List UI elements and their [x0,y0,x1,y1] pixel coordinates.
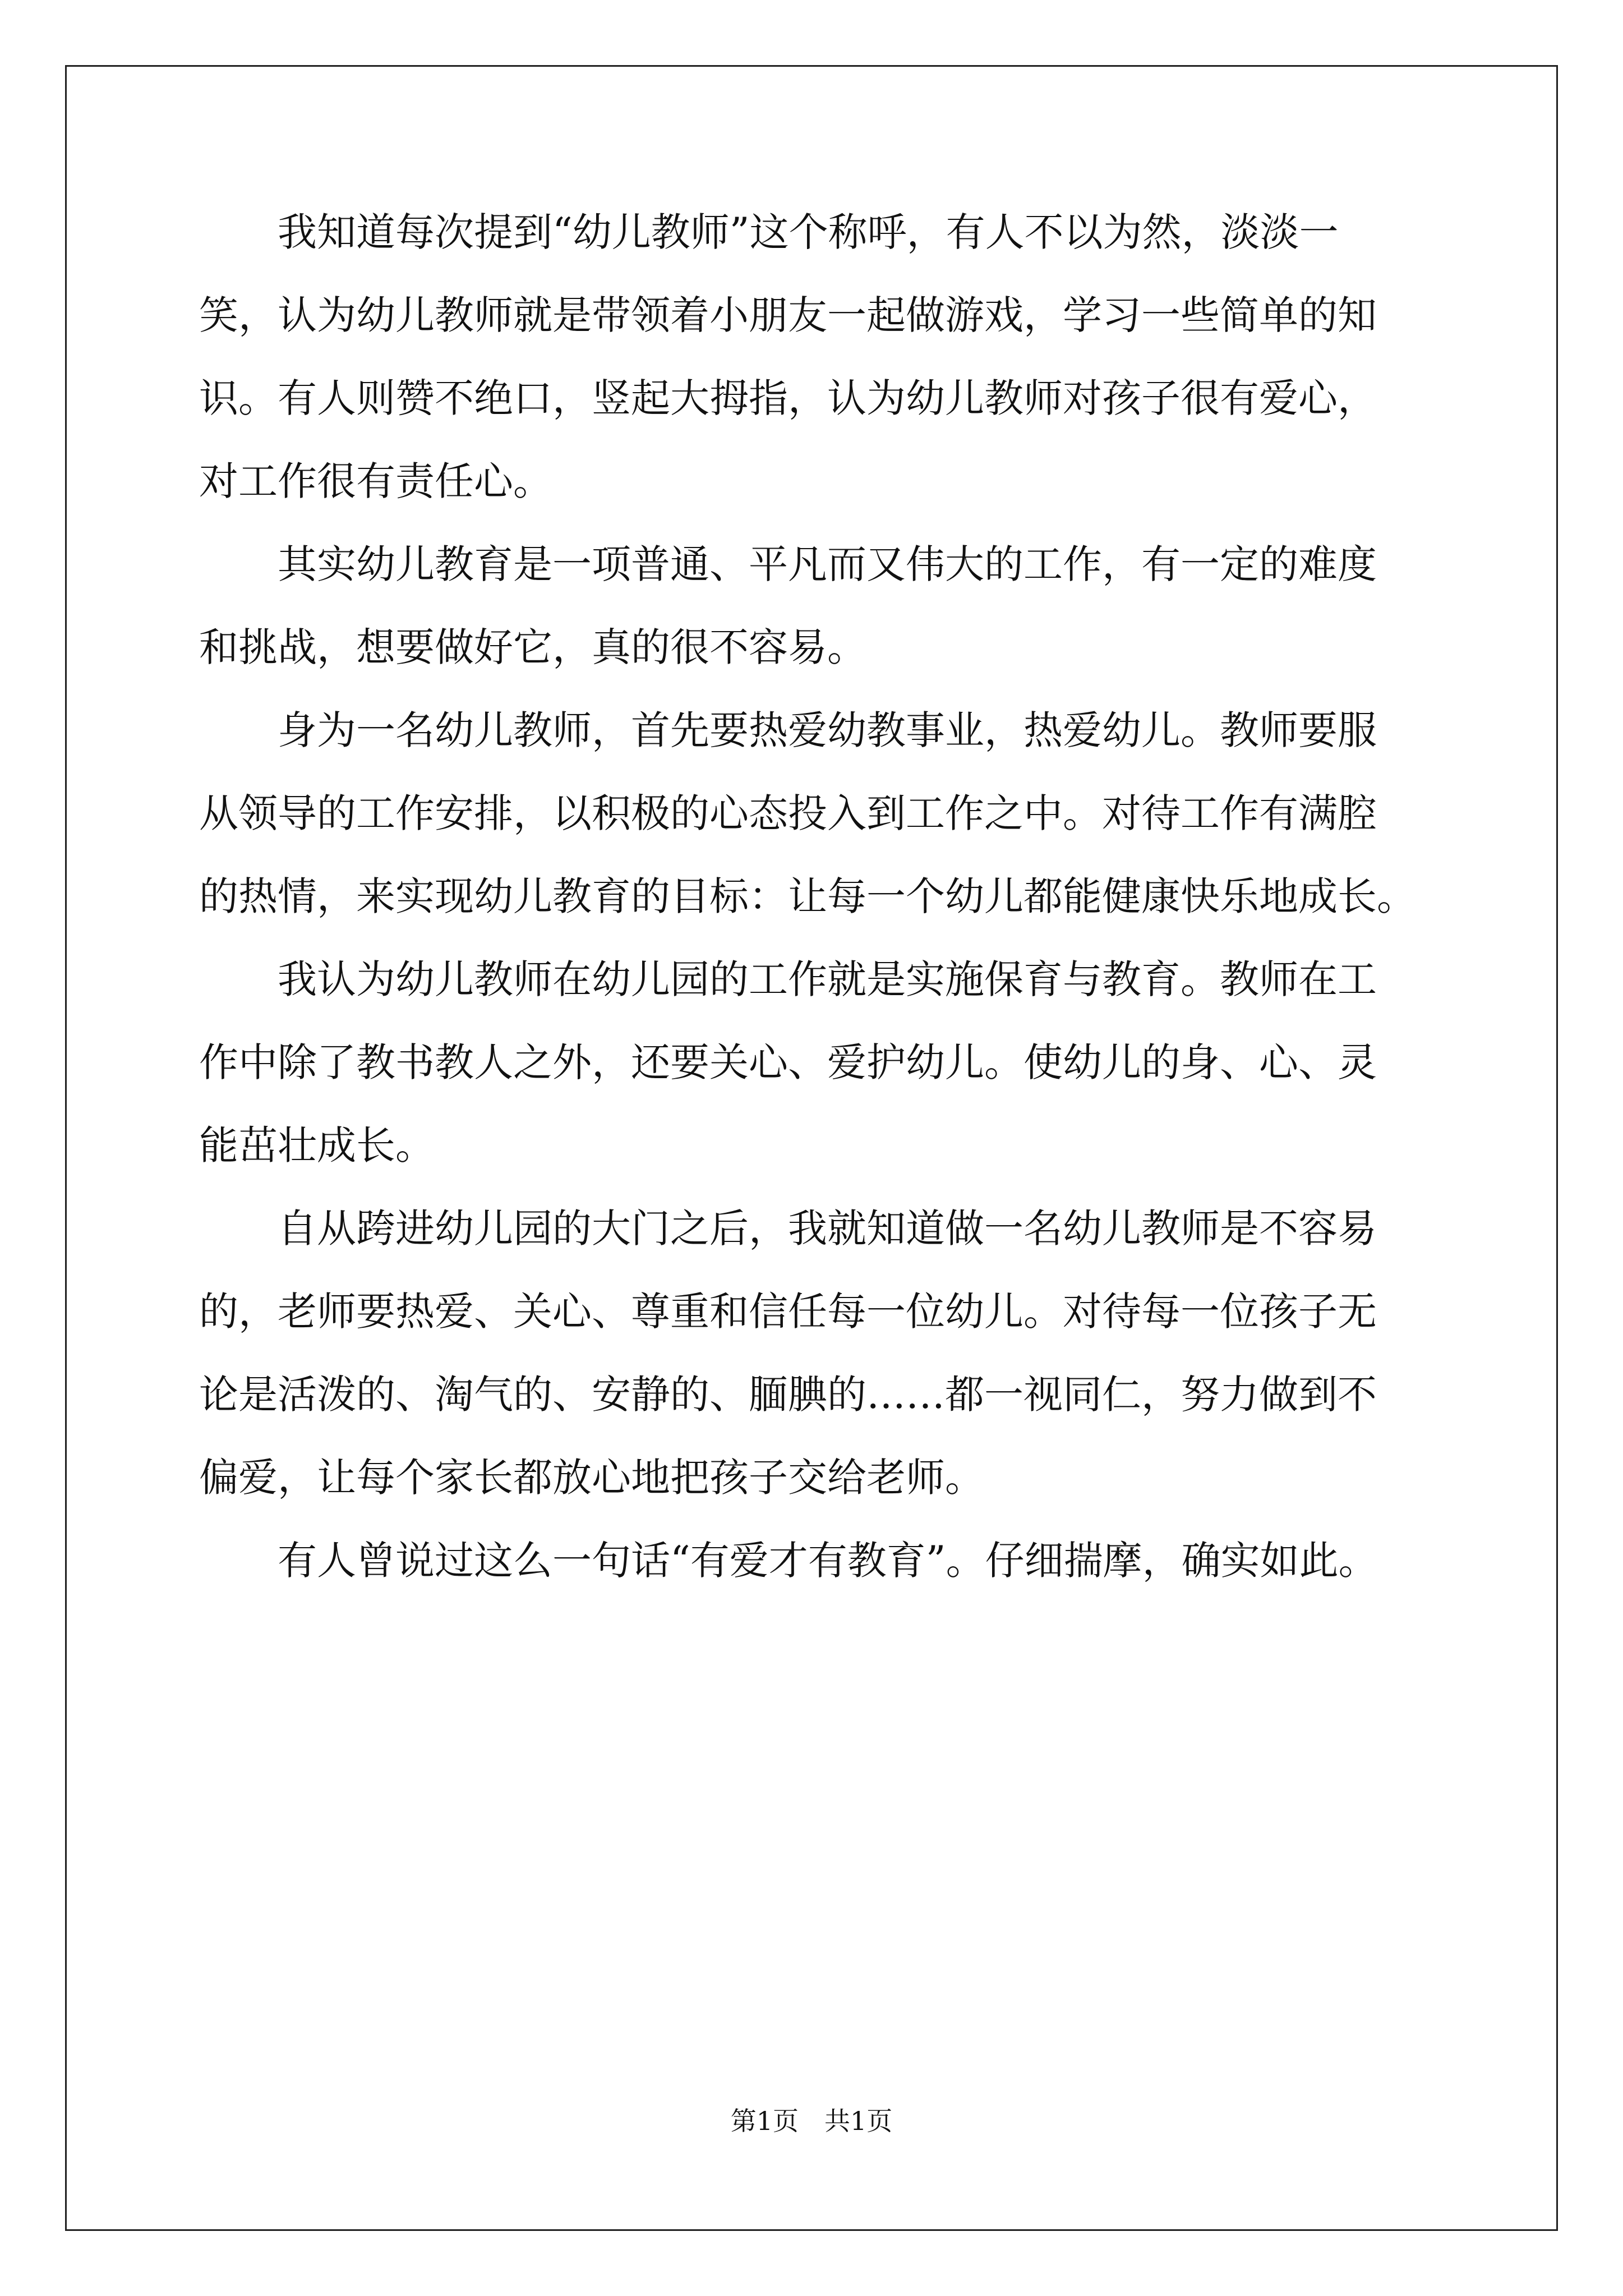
text-line: 识。有人则赞不绝口，竖起大拇指，认为幼儿教师对孩子很有爱心， [199,375,1377,421]
text-line: 从领导的工作安排，以积极的心态投入到工作之中。对待工作有满腔 [199,790,1377,836]
text-line: 其实幼儿教育是一项普通、平凡而又伟大的工作，有一定的难度 [199,541,1377,587]
text-line: 偏爱，让每个家长都放心地把孩子交给老师。 [199,1455,984,1501]
text-line: 的热情，来实现幼儿教育的目标：让每一个幼儿都能健康快乐地成长。 [199,873,1416,919]
text-line: 论是活泼的、淘气的、安静的、腼腆的……都一视同仁，努力做到不 [199,1372,1377,1418]
text-line: 身为一名幼儿教师，首先要热爱幼教事业，热爱幼儿。教师要服 [199,707,1377,753]
page-number-footer: 第1页 共1页 [730,2106,893,2136]
text-line: 我认为幼儿教师在幼儿园的工作就是实施保育与教育。教师在工 [199,956,1377,1002]
text-line: 我知道每次提到“幼儿教师”这个称呼，有人不以为然，淡淡一 [199,209,1339,255]
text-line: 和挑战，想要做好它，真的很不容易。 [199,624,866,670]
text-line: 有人曾说过这么一句话“有爱才有教育”。仔细揣摩，确实如此。 [199,1538,1378,1584]
text-line: 对工作很有责任心。 [199,458,552,504]
document-body [199,191,1427,1602]
text-line: 能茁壮成长。 [199,1122,435,1168]
text-line: 笑，认为幼儿教师就是带领着小朋友一起做游戏，学习一些简单的知 [199,292,1377,338]
text-line: 作中除了教书教人之外，还要关心、爱护幼儿。使幼儿的身、心、灵 [199,1039,1377,1085]
text-line: 的，老师要热爱、关心、尊重和信任每一位幼儿。对待每一位孩子无 [199,1289,1377,1335]
text-line: 自从跨进幼儿园的大门之后，我就知道做一名幼儿教师是不容易 [199,1205,1377,1251]
